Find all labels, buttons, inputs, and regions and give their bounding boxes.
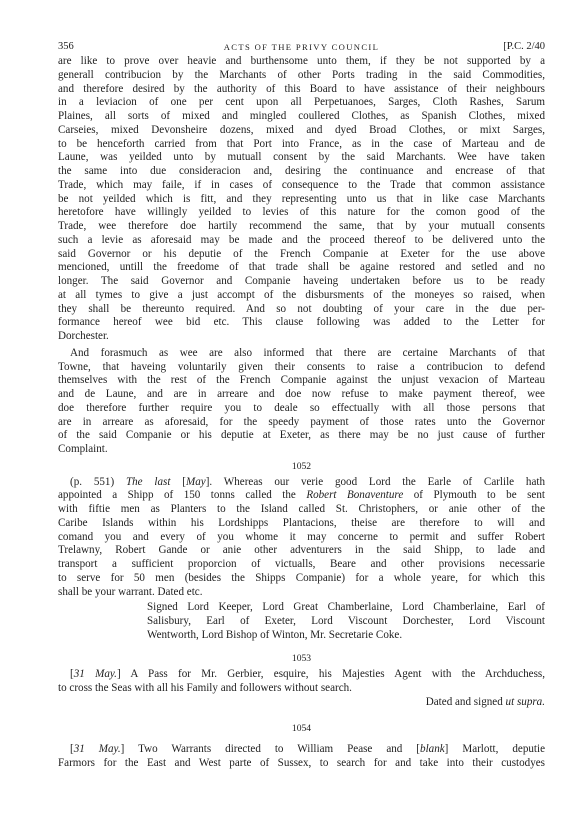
italic-text: 31 May. [73, 668, 117, 681]
document-reference: [P.C. 2/40 [503, 41, 545, 52]
italic-text: 31 May. [73, 743, 121, 756]
text-line: comand you and every of you whome it may concerne to permit and suffer Robert [58, 530, 545, 543]
text-line: Plaines, all sorts of mixed and mingled coullered Clothes, as Spanish Clothes, mixed [58, 110, 545, 122]
text-line [58, 696, 545, 710]
text-line: themselves with the rest of the French Companie against the unjust vexacion of Marteau [58, 374, 545, 387]
text-run: ] A Pass for Mr. Gerbier, esquire, his Majesties Agent with the Archduchess, [116, 668, 546, 681]
text-line: doe therefore further require you to deale so effectually with all those persons that [58, 401, 545, 414]
page-number: 356 [58, 41, 74, 52]
text-line: Trade, wee therefore doe hartily recommend the same, that by your mutuall consents [58, 220, 545, 232]
text-line: in a leviacion of one per cent upon all Perpetuanoes, Sarges, Cloth Rashes, Sarum [58, 96, 545, 109]
text-line: to be henceforth carried from that Port into France, as in the case of Marteau and de [58, 137, 545, 150]
text-line: at all tymes to give a just accompt of the disbursments of the moneyes so raised, when [58, 288, 545, 301]
italic-text: ut supra. [505, 695, 545, 708]
entry-text [58, 668, 545, 696]
text-line: are like to prove over heavie and burthensome unto them, if they be not supported by a [58, 55, 545, 67]
text-line: heretofore have willingly yeilded to levies of this nature for the comon good of the [58, 206, 545, 219]
italic-text: Robert Bonaventure [306, 489, 404, 502]
italic-text: blank [420, 743, 445, 756]
signatories [147, 601, 545, 642]
italic-text: May [185, 475, 206, 488]
text-line: shall be your warrant. Dated etc. [58, 585, 203, 598]
text-run: ]. Whereas our verie good Lord the Earle of Carlile hath [205, 475, 546, 488]
text-line: and therefore desired by the authority of this Board to have assistance of their neighbours [58, 82, 545, 95]
text-line: formance hereof wee bid etc. This clause following was added to the Letter for [58, 316, 545, 329]
text-line: transport a sufficient proporcion of victualls, Beare and other provisions necessarie [58, 558, 545, 570]
text-line [58, 489, 545, 503]
text-line: to cross the Seas with all his Family and followers without search. [58, 682, 352, 694]
text-line: generall contribucion by the Marchants of other Ports trading in the said Commodities, [58, 68, 545, 81]
text-line: mencioned, untill the freedome of that trade shall be againe restored and setled and no [58, 261, 545, 274]
text-line: Salisbury, Earl of Exeter, Lord Viscount Dorchester, Lord Viscount [147, 615, 545, 627]
text-run: (p. 551) [70, 475, 126, 488]
text-line: with fiftie men as Planters to the Island called St. Christophers, or anie other of the [58, 503, 545, 515]
text-line: of the said Companie or his deputie at Exeter, as there may be no just cause of further [58, 429, 545, 442]
entry-number: 1052 [291, 460, 312, 472]
text-line: longer. The said Governor and Companie haveing undertaken before us to be ready [58, 275, 545, 287]
text-line: and de Laune, and are in arreare and doe now refuse to make payment thereof, wee [58, 388, 545, 400]
text-run: ] Marlott, deputie [444, 743, 545, 756]
text-line: Carseies, mixed Devonsheire dozens, mixed and dyed Broad Clothes, or mixt Sarges, [58, 123, 545, 136]
text-run: Dated and signed [425, 695, 506, 708]
text-line [58, 668, 545, 682]
text-run: of Plymouth to be sent [403, 489, 545, 502]
text-line: Complaint. [58, 443, 108, 455]
text-run: [ [70, 668, 74, 681]
text-line: Trade, which may faile, if in cases of consequence to the Trade that common assistance [58, 178, 545, 191]
text-line: Wentworth, Lord Bishop of Winton, Mr. Secretarie Coke. [147, 628, 403, 641]
text-run: [ [170, 475, 186, 488]
text-line: Signed Lord Keeper, Lord Great Chamberlaine, Lord Chamberlaine, Earl of [147, 601, 545, 614]
text-line: Trelawny, Robert Gande or anie other adventurers in the said Shipp, to lade and [58, 544, 545, 557]
text-line: be not yeilded which is fitt, and they representing unto us that in like case Marchants [58, 192, 545, 205]
paragraph-continued [58, 55, 545, 344]
dating-note [58, 696, 545, 710]
text-line: are in arreare as aforesaid, for the speedy payment of those rates unto the Governor [58, 415, 545, 428]
text-line: And forasmuch as wee are also informed that there are certaine Marchants of that [70, 346, 545, 359]
running-title: ACTS OF THE PRIVY COUNCIL [223, 42, 380, 52]
text-line: the same into due consideracion and, desiring the continuance and encrease of that [58, 165, 545, 177]
running-header [58, 39, 545, 55]
entry-text [58, 476, 545, 600]
text-run: ] Two Warrants directed to William Pease and [ [120, 743, 421, 756]
entry-number: 1054 [291, 722, 312, 734]
document-body [58, 55, 545, 771]
text-line: they shall be thereunto required. And so not doubting of your care in the due per- [58, 302, 545, 315]
entry-number: 1053 [291, 652, 312, 664]
paragraph [58, 347, 545, 457]
text-line: to serve for 50 men (besides the Shipps Companie) for a whole yeare, for which this [58, 571, 545, 584]
text-run: appointed a Shipp of 150 tonns called the [58, 489, 307, 502]
text-line: Dorchester. [58, 330, 109, 342]
text-line: said Governor or his deputie of the French Companie at Exeter for the use above [58, 247, 545, 260]
text-run: [ [70, 743, 74, 756]
entry-text [58, 743, 545, 771]
text-line: Farmors for the East and West parte of Sussex, to search for and take into their custodyes [58, 757, 545, 769]
text-line: such a levie as aforesaid may be made and the proceed thereof to be delivered unto the [58, 233, 545, 246]
text-line: Caribe Islands within his Lordshipps Plantacions, theise are therefore to will and [58, 516, 545, 529]
text-line: Towne, that haveing voluntarily given their consents to raise a contribucion to defend [58, 360, 545, 373]
italic-text: The last [125, 475, 171, 488]
text-line: Laune, was yeilded unto by mutuall consent by the said Marchants. Wee have taken [58, 151, 545, 164]
text-line [58, 476, 545, 490]
text-line [58, 743, 545, 757]
